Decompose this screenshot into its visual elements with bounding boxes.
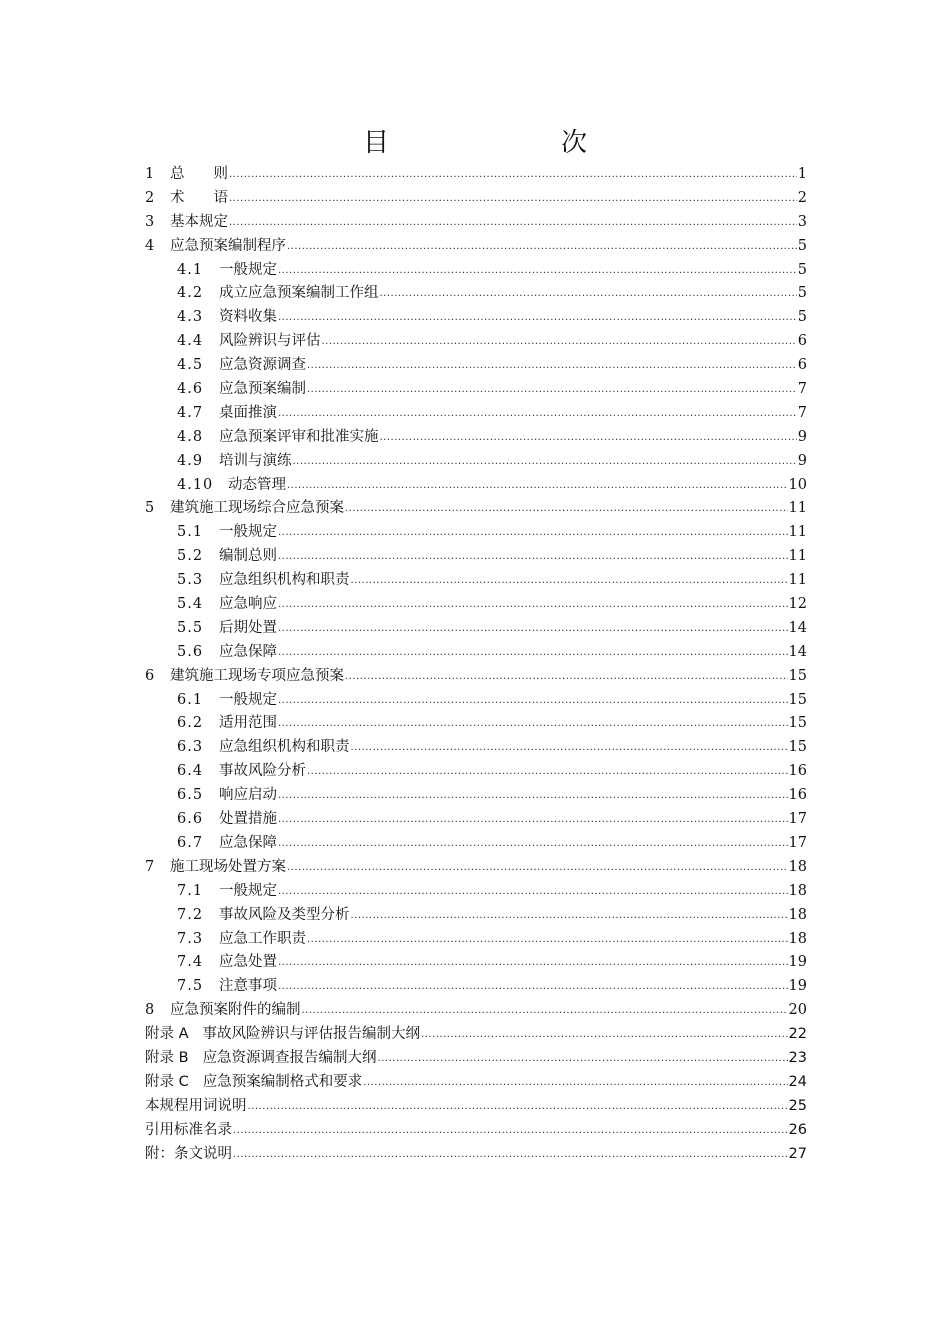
toc-entry[interactable]: [145, 592, 807, 616]
toc-dot-leader: [278, 957, 788, 968]
toc-entry-number: 4.2: [177, 285, 204, 302]
toc-dot-leader: [278, 408, 797, 419]
toc-entry[interactable]: [145, 281, 807, 305]
toc-entry[interactable]: [145, 950, 807, 974]
toc-entry[interactable]: [145, 855, 807, 879]
toc-entry-page: 7: [797, 381, 807, 398]
toc-entry-number: 4.4: [177, 333, 204, 350]
toc-entry-page: 6: [797, 333, 807, 350]
toc-entry-number: 5.1: [177, 524, 204, 541]
toc-entry[interactable]: [145, 783, 807, 807]
toc-entry[interactable]: [145, 186, 807, 210]
toc-entry-page: 20: [788, 1002, 807, 1019]
toc-dot-leader: [278, 838, 788, 849]
toc-entry-number: 5.6: [177, 643, 204, 660]
toc-entry-title: 桌面推演: [219, 404, 277, 421]
toc-entry-title: 一般规定: [219, 524, 277, 541]
toc-entry[interactable]: [145, 711, 807, 735]
toc-entry-page: 17: [788, 811, 807, 828]
toc-entry-number: 附录 B: [145, 1049, 189, 1066]
toc-entry-number: 5.4: [177, 596, 204, 613]
toc-dot-leader: [351, 742, 788, 753]
toc-dot-leader: [229, 217, 797, 228]
toc-entry-number: 3: [145, 213, 155, 230]
toc-entry-title: 事故风险辨识与评估报告编制大纲: [202, 1026, 421, 1043]
toc-entry-page: 27: [788, 1145, 807, 1162]
toc-entry-number: 6.1: [177, 691, 204, 708]
toc-dot-leader: [302, 1005, 788, 1016]
toc-entry-page: 16: [788, 787, 807, 804]
toc-entry[interactable]: [145, 1022, 807, 1046]
toc-entry-title: 基本规定: [170, 213, 228, 230]
toc-entry-page: 5: [797, 261, 807, 278]
toc-entry-title: 应急预案编制程序: [170, 237, 286, 254]
toc-entry-page: 5: [797, 285, 807, 302]
toc-entry-page: 5: [797, 309, 807, 326]
toc-dot-leader: [380, 288, 797, 299]
toc-entry-title: 总 则: [170, 166, 228, 182]
toc-entry-title: 应急预案评审和批准实施: [219, 428, 379, 445]
toc-entry-title: 风险辨识与评估: [219, 333, 321, 350]
toc-dot-leader: [278, 312, 797, 323]
toc-entry-number: 4.3: [177, 309, 204, 326]
toc-entry-number: 5: [145, 500, 155, 517]
toc-entry[interactable]: [145, 473, 807, 497]
toc-dot-leader: [278, 265, 797, 276]
toc-entry-title: 一般规定: [219, 691, 277, 708]
toc-entry[interactable]: [145, 329, 807, 353]
toc-entry-number: 7.4: [177, 954, 204, 971]
toc-entry-number: 5.5: [177, 619, 204, 636]
toc-entry-number: 7.1: [177, 882, 204, 899]
toc-dot-leader: [278, 623, 788, 634]
toc-entry[interactable]: [145, 449, 807, 473]
toc-entry[interactable]: [145, 1142, 807, 1166]
toc-entry-page: 17: [788, 834, 807, 851]
toc-entry-page: 1: [797, 166, 807, 182]
toc-entry-title: 一般规定: [219, 261, 277, 278]
toc-entry-title: 附：条文说明: [145, 1145, 232, 1162]
toc-entry-number: 6.3: [177, 739, 204, 756]
toc-entry-page: 25: [788, 1097, 807, 1114]
toc-entry-title: 术 语: [170, 189, 228, 206]
toc-entry-title: 应急保障: [219, 834, 277, 851]
toc-entry-title: 应急预案编制格式和要求: [202, 1073, 363, 1090]
toc-entry-number: 4.1: [177, 261, 204, 278]
toc-dot-leader: [322, 336, 797, 347]
toc-entry-number: 4.7: [177, 404, 204, 421]
toc-dot-leader: [287, 480, 788, 491]
toc-entry[interactable]: [145, 425, 807, 449]
toc-entry-number: 附录 A: [145, 1026, 189, 1043]
toc-entry-title: 培训与演练: [219, 452, 292, 469]
toc-entry-number: 6.2: [177, 715, 204, 732]
toc-entry-page: 15: [788, 739, 807, 756]
toc-entry-number: 7.5: [177, 978, 204, 995]
toc-entry[interactable]: [145, 305, 807, 329]
toc-entry[interactable]: [145, 377, 807, 401]
toc-dot-leader: [278, 981, 788, 992]
toc-dot-leader: [287, 862, 788, 873]
toc-entry-number: 4.8: [177, 428, 204, 445]
toc-dot-leader: [345, 503, 788, 514]
toc-entry-page: 14: [788, 643, 807, 660]
toc-entry-number: 7.3: [177, 930, 204, 947]
toc-entry-number: 7: [145, 858, 155, 875]
toc-entry-title: 施工现场处置方案: [170, 858, 286, 875]
toc-entry[interactable]: [145, 1094, 807, 1118]
toc-entry[interactable]: [145, 831, 807, 855]
toc-dot-leader: [278, 790, 788, 801]
toc-entry-title: 应急处置: [219, 954, 277, 971]
toc-entry[interactable]: [145, 353, 807, 377]
toc-entry-page: 22: [788, 1026, 807, 1043]
toc-entry-page: 19: [788, 978, 807, 995]
toc-entry-page: 11: [788, 500, 807, 517]
toc-entry[interactable]: [145, 258, 807, 282]
toc-dot-leader: [351, 910, 788, 921]
table-of-contents: [145, 162, 807, 1165]
toc-entry-page: 14: [788, 619, 807, 636]
toc-entry-title: 事故风险分析: [219, 763, 306, 780]
toc-entry-number: 6: [145, 667, 155, 684]
toc-entry[interactable]: [145, 998, 807, 1022]
toc-dot-leader: [278, 814, 788, 825]
toc-entry-title: 应急响应: [219, 596, 277, 613]
toc-entry-number: 7.2: [177, 906, 204, 923]
toc-entry-page: 12: [788, 596, 807, 613]
toc-entry-page: 18: [788, 930, 807, 947]
toc-entry[interactable]: [145, 401, 807, 425]
toc-entry-page: 19: [788, 954, 807, 971]
toc-entry[interactable]: [145, 640, 807, 664]
toc-dot-leader: [307, 384, 797, 395]
toc-dot-leader: [307, 934, 788, 945]
toc-entry[interactable]: [145, 903, 807, 927]
toc-entry[interactable]: [145, 735, 807, 759]
toc-entry-number: 8: [145, 1002, 155, 1019]
toc-entry[interactable]: [145, 520, 807, 544]
toc-entry-page: 9: [797, 428, 807, 445]
toc-dot-leader: [307, 766, 788, 777]
toc-entry-page: 24: [788, 1073, 807, 1090]
toc-entry-page: 5: [797, 237, 807, 254]
toc-entry[interactable]: [145, 496, 807, 520]
toc-entry-title: 资料收集: [219, 309, 277, 326]
toc-entry-page: 3: [797, 213, 807, 230]
toc-entry-number: 4.5: [177, 357, 204, 374]
toc-entry[interactable]: [145, 927, 807, 951]
toc-entry-page: 11: [788, 524, 807, 541]
toc-entry-title: 动态管理: [228, 476, 286, 493]
toc-entry-number: 1: [145, 166, 155, 182]
toc-entry-number: 2: [145, 189, 155, 206]
toc-entry-page: 18: [788, 858, 807, 875]
toc-dot-leader: [278, 647, 788, 658]
toc-entry[interactable]: [145, 210, 807, 234]
toc-entry-title: 一般规定: [219, 882, 277, 899]
toc-dot-leader: [278, 551, 788, 562]
toc-entry-title: 引用标准名录: [145, 1121, 232, 1138]
toc-entry[interactable]: [145, 616, 807, 640]
toc-entry-number: 6.7: [177, 834, 204, 851]
toc-dot-leader: [351, 575, 788, 586]
toc-dot-leader: [307, 360, 797, 371]
toc-dot-leader: [287, 241, 797, 252]
toc-entry-page: 18: [788, 906, 807, 923]
toc-dot-leader: [233, 1125, 788, 1136]
toc-entry-title: 编制总则: [219, 548, 277, 565]
toc-entry-page: 16: [788, 763, 807, 780]
toc-entry-number: 4.10: [177, 476, 214, 493]
toc-dot-leader: [278, 527, 788, 538]
toc-dot-leader: [248, 1101, 788, 1112]
toc-dot-leader: [421, 1029, 788, 1040]
toc-dot-leader: [363, 1077, 787, 1088]
toc-entry-title: 应急预案编制: [219, 381, 306, 398]
toc-entry-number: 4: [145, 237, 155, 254]
toc-entry-title: 处置措施: [219, 811, 277, 828]
toc-entry-title: 响应启动: [219, 787, 277, 804]
toc-entry-title: 建筑施工现场综合应急预案: [170, 500, 344, 517]
toc-dot-leader: [229, 193, 797, 204]
toc-entry[interactable]: [145, 688, 807, 712]
toc-entry-number: 5.2: [177, 548, 204, 565]
toc-entry[interactable]: [145, 234, 807, 258]
toc-entry[interactable]: [145, 568, 807, 592]
toc-entry-title: 建筑施工现场专项应急预案: [170, 667, 344, 684]
toc-entry-number: 6.5: [177, 787, 204, 804]
toc-entry[interactable]: [145, 664, 807, 688]
toc-dot-leader: [278, 886, 788, 897]
toc-entry-number: 5.3: [177, 572, 204, 589]
toc-entry[interactable]: [145, 162, 807, 186]
toc-entry[interactable]: [145, 1070, 807, 1094]
toc-entry-page: 23: [788, 1049, 807, 1066]
toc-entry-page: 15: [788, 667, 807, 684]
toc-entry-title: 应急预案附件的编制: [170, 1002, 301, 1019]
toc-entry[interactable]: [145, 1046, 807, 1070]
toc-entry-title: 事故风险及类型分析: [219, 906, 350, 923]
toc-entry-title: 注意事项: [219, 978, 277, 995]
toc-entry-title: 应急组织机构和职责: [219, 739, 350, 756]
toc-entry-page: 6: [797, 357, 807, 374]
toc-dot-leader: [278, 718, 788, 729]
toc-entry-page: 26: [788, 1121, 807, 1138]
toc-entry-page: 15: [788, 715, 807, 732]
toc-dot-leader: [378, 1053, 788, 1064]
toc-entry-title: 后期处置: [219, 619, 277, 636]
toc-entry-title: 应急组织机构和职责: [219, 572, 350, 589]
toc-entry-page: 11: [788, 548, 807, 565]
toc-entry[interactable]: [145, 879, 807, 903]
toc-entry-title: 本规程用词说明: [145, 1097, 247, 1114]
page-title: 目 次: [362, 128, 627, 158]
toc-entry-number: 4.9: [177, 452, 204, 469]
toc-dot-leader: [233, 1149, 788, 1160]
toc-entry-page: 15: [788, 691, 807, 708]
toc-entry-number: 6.6: [177, 811, 204, 828]
toc-entry-title: 适用范围: [219, 715, 277, 732]
toc-entry-page: 9: [797, 452, 807, 469]
toc-entry-title: 应急资源调查报告编制大纲: [202, 1049, 377, 1066]
toc-entry[interactable]: [145, 544, 807, 568]
toc-entry-title: 应急保障: [219, 643, 277, 660]
toc-entry[interactable]: [145, 759, 807, 783]
toc-dot-leader: [293, 456, 797, 467]
toc-dot-leader: [278, 599, 788, 610]
toc-entry-title: 成立应急预案编制工作组: [219, 285, 379, 302]
toc-entry-page: 2: [797, 189, 807, 206]
toc-dot-leader: [380, 432, 797, 443]
toc-entry[interactable]: [145, 974, 807, 998]
toc-entry-page: 11: [788, 572, 807, 589]
toc-entry-number: 6.4: [177, 763, 204, 780]
toc-entry-number: 4.6: [177, 381, 204, 398]
toc-entry-title: 应急工作职责: [219, 930, 306, 947]
toc-dot-leader: [229, 169, 797, 180]
toc-entry[interactable]: [145, 1118, 807, 1142]
toc-entry-page: 10: [788, 476, 807, 493]
toc-entry-number: 附录 C: [145, 1073, 189, 1090]
toc-entry-title: 应急资源调查: [219, 357, 306, 374]
toc-entry[interactable]: [145, 807, 807, 831]
toc-entry-page: 7: [797, 404, 807, 421]
toc-entry-page: 18: [788, 882, 807, 899]
toc-dot-leader: [278, 695, 788, 706]
toc-dot-leader: [345, 671, 788, 682]
